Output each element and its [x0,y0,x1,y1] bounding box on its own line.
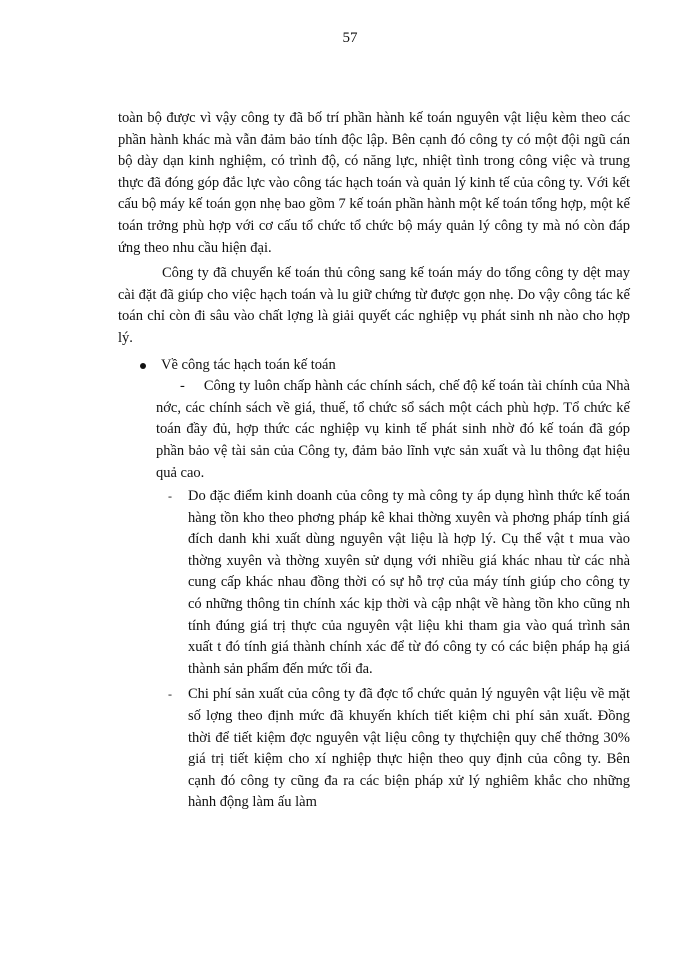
page-number: 57 [342,30,358,46]
bullet-dot-icon [140,363,146,369]
sub-marker: - [168,489,172,504]
sub-item-2 [168,684,630,814]
sub-marker: - [168,687,172,702]
bullet-heading: Về công tác hạch toán kế toán [161,356,336,373]
dash-marker: - [180,378,185,395]
sub-item-text: Do đặc điểm kinh doanh của công ty mà công ty áp dụng hình thức kế toán hàng tồn kho theo phơng pháp kê khai thờng xuyên và phơng pháp tính giá đích danh khi xuất dùng nguyên vật liệu là hợp lý. Cụ thể vật t mua vào thờng xuyên và thờng xuyên sử dụng với nhiều giá khác nhau từ các nhà cung cấp khác nhau đồng thời có sự hỗ trợ của máy tính giúp cho công ty có những thông tin chính xác kịp thời và cập nhật về hàng tồn kho cũng nh tính đúng giá trị thực của nguyên vật liệu khi tham gia vào quá trình sản xuất t đó tính giá thành chính xác để từ đó công ty có các biện pháp hạ giá thành sản phẩm đến mức tối đa. [188,488,630,677]
paragraph-1: toàn bộ được vì vậy công ty đã bố trí phần hành kế toán nguyên vật liệu kèm theo các phần hành khác mà vẫn đảm bảo tính độc lập. Bên cạnh đó công ty có một đội ngũ cán bộ dày dạn kinh nghiệm, có trình độ, có năng lực, nhiệt tình trong công việc và trung thực đã đóng góp đắc lực vào công tác hạch toán và quản lý kinh tế của công ty. Với kết cấu bộ máy kế toán gọn nhẹ bao gồm 7 kế toán phần hành một kế toán tổng hợp, một kế toán trởng phù hợp với cơ cấu tổ chức tổ chức bộ máy quản lý công ty mà nó còn đáp ứng theo nhu cầu hiện đại. [118,110,630,256]
document-body [118,108,630,814]
sub-item-1 [168,486,630,680]
bullet-accounting-work [118,355,630,377]
sub-item-text: Chi phí sản xuất của công ty đã đợc tổ chức quản lý nguyên vật liệu về mặt số lợng theo định mức đã khuyến khích tiết kiệm chi phí sản xuất. Đồng thời để tiết kiệm đợc nguyên vật liệu công ty thựchiện quy chế thởng 30% giá trị tiết kiệm cho xí nghiệp thực hiện theo quy định của công ty. Bên cạnh đó công ty cũng đa ra các biện pháp xử lý nghiêm khắc cho những hành động làm ấu làm [188,686,630,811]
dash-text: Công ty luôn chấp hành các chính sách, chế độ kế toán tài chính của Nhà nớc, các chính sách về giá, thuế, tổ chức sổ sách một cách phù hợp. Tổ chức kế toán đầy đủ, hợp thức các nghiệp vụ kinh tế phát sinh nhờ đó kế toán đã góp phần bảo vệ tài sản của Công ty, đảm bảo lĩnh vực sản xuất và lu thông đạt hiệu quả cao. [156,378,630,481]
paragraph-2: Công ty đã chuyển kế toán thủ công sang kế toán máy do tổng công ty dệt may cài đặt đã giúp cho việc hạch toán và lu giữ chứng từ được gọn nhẹ. Do vậy công tác kế toán chỉ còn đi sâu vào chất lợng là giải quyết các nghiệp vụ phát sinh nh nào cho hợp lý. [118,265,630,346]
dash-paragraph [156,376,630,484]
